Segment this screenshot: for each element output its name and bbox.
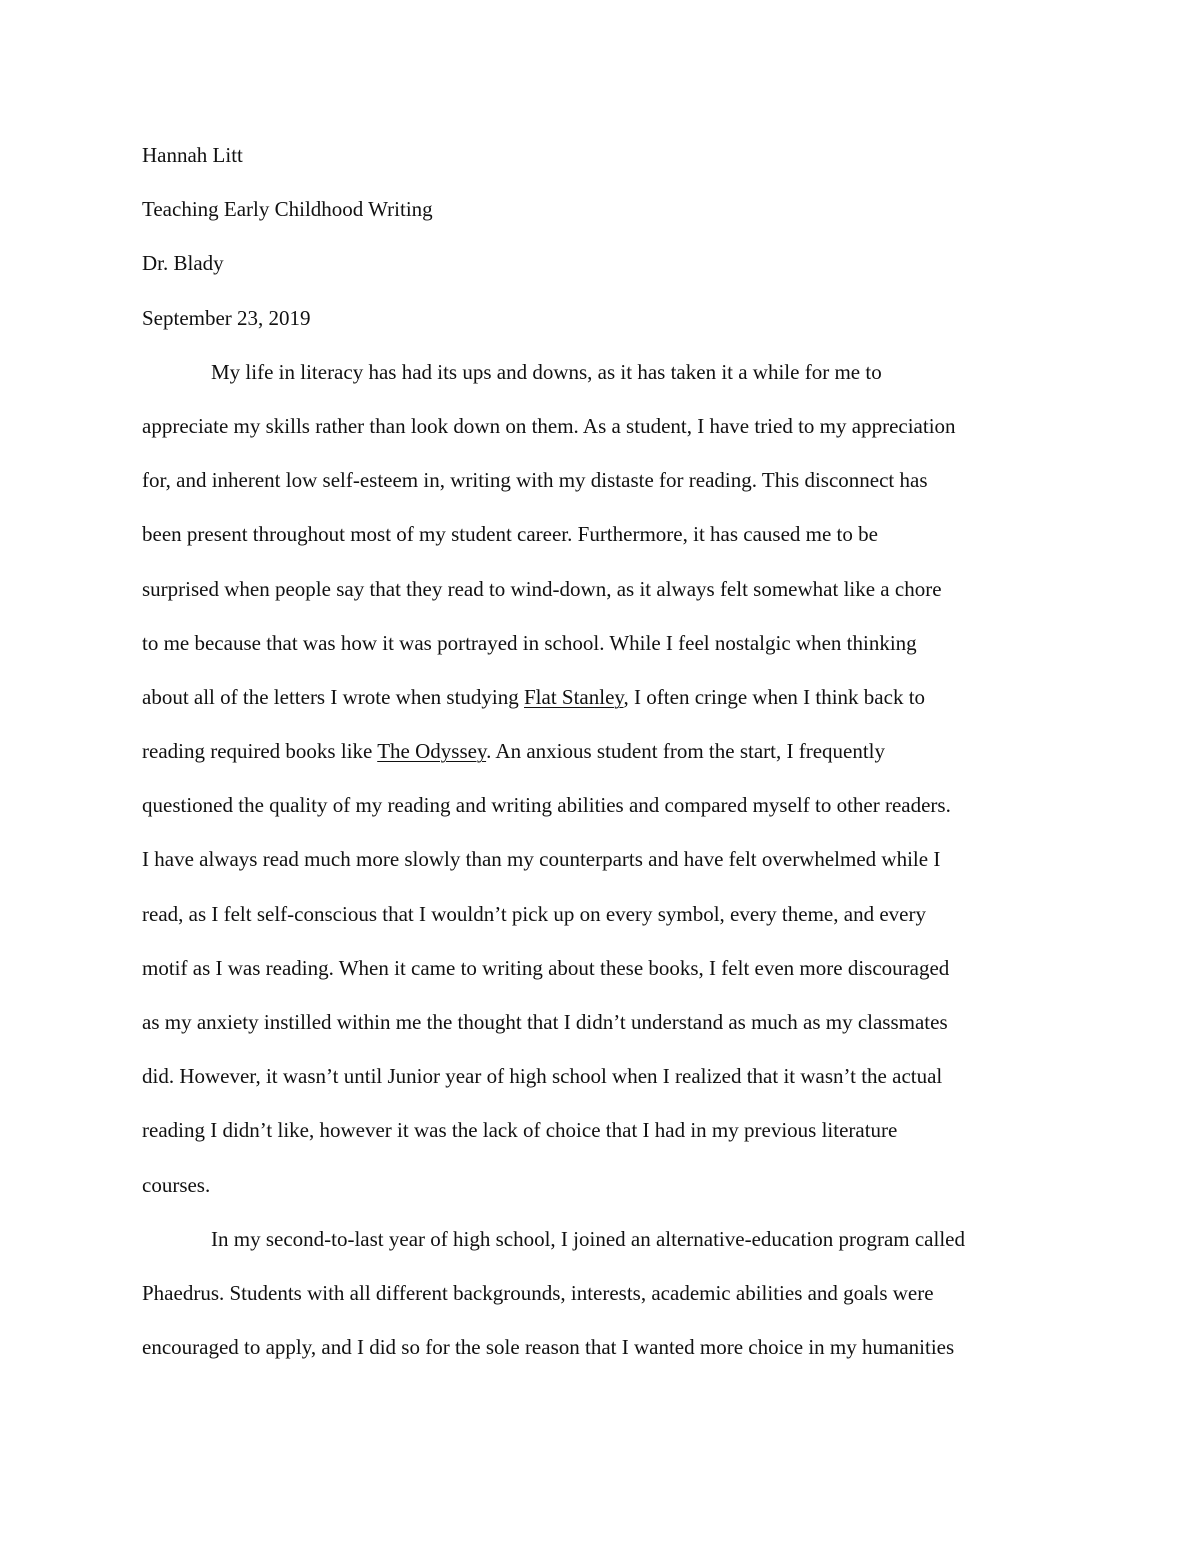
paragraph-1 [142,345,1060,1212]
paragraph-line: did. However, it wasn’t until Junior year of high school when I realized that it wasn’t the actual [142,1064,943,1089]
paragraph-line: questioned the quality of my reading and writing abilities and compared myself to other readers. [142,793,951,818]
paragraph-line: read, as I felt self-conscious that I wouldn’t pick up on every symbol, every theme, and every [142,901,926,926]
instructor-name: Dr. Blady [142,251,224,276]
book-title-flat-stanley: Flat Stanley [524,684,624,709]
paragraph-line: Phaedrus. Students with all different backgrounds, interests, academic abilities and goals were [142,1280,934,1305]
paragraph-line: surprised when people say that they read to wind-down, as it always felt somewhat like a chore [142,576,942,601]
course-name: Teaching Early Childhood Writing [142,197,433,222]
paragraph-line: as my anxiety instilled within me the thought that I didn’t understand as much as my classmates [142,1010,948,1034]
line-text: , I often cringe when I think back to [623,684,926,709]
paragraph-line [142,724,1060,778]
paragraph-line: been present throughout most of my student career. Furthermore, it has caused me to be [142,522,878,547]
paragraph-line: reading I didn’t like, however it was the lack of choice that I had in my previous literature [142,1118,898,1143]
essay-date: September 23, 2019 [142,305,311,330]
line-text: . An anxious student from the start, I frequently [486,739,886,764]
paragraph-line: In my second-to-last year of high school, I joined an alternative-education program called [211,1226,965,1251]
paragraph-line: My life in literacy has had its ups and downs, as it has taken it a while for me to [211,359,882,384]
author-name: Hannah Litt [142,143,243,167]
paragraph-2 [142,1212,1060,1375]
paragraph-line: encouraged to apply, and I did so for the sole reason that I wanted more choice in my humanities [142,1335,955,1360]
paragraph-line: I have always read much more slowly than my counterparts and have felt overwhelmed while I [142,847,941,872]
book-title-the-odyssey: The Odyssey [377,739,487,764]
line-text: about all of the letters I wrote when studying [142,684,524,709]
line-text: reading required books like [142,739,378,764]
paragraph-line: appreciate my skills rather than look down on them. As a student, I have tried to my appreciation [142,413,956,438]
paragraph-line: to me because that was how it was portrayed in school. While I feel nostalgic when thinking [142,630,917,655]
paragraph-line [142,670,1060,724]
paragraph-line: for, and inherent low self-esteem in, writing with my distaste for reading. This disconnect has [142,468,928,493]
paragraph-line: motif as I was reading. When it came to writing about these books, I felt even more discouraged [142,955,950,980]
paragraph-line: courses. [142,1172,211,1197]
document-body [142,128,1060,1374]
